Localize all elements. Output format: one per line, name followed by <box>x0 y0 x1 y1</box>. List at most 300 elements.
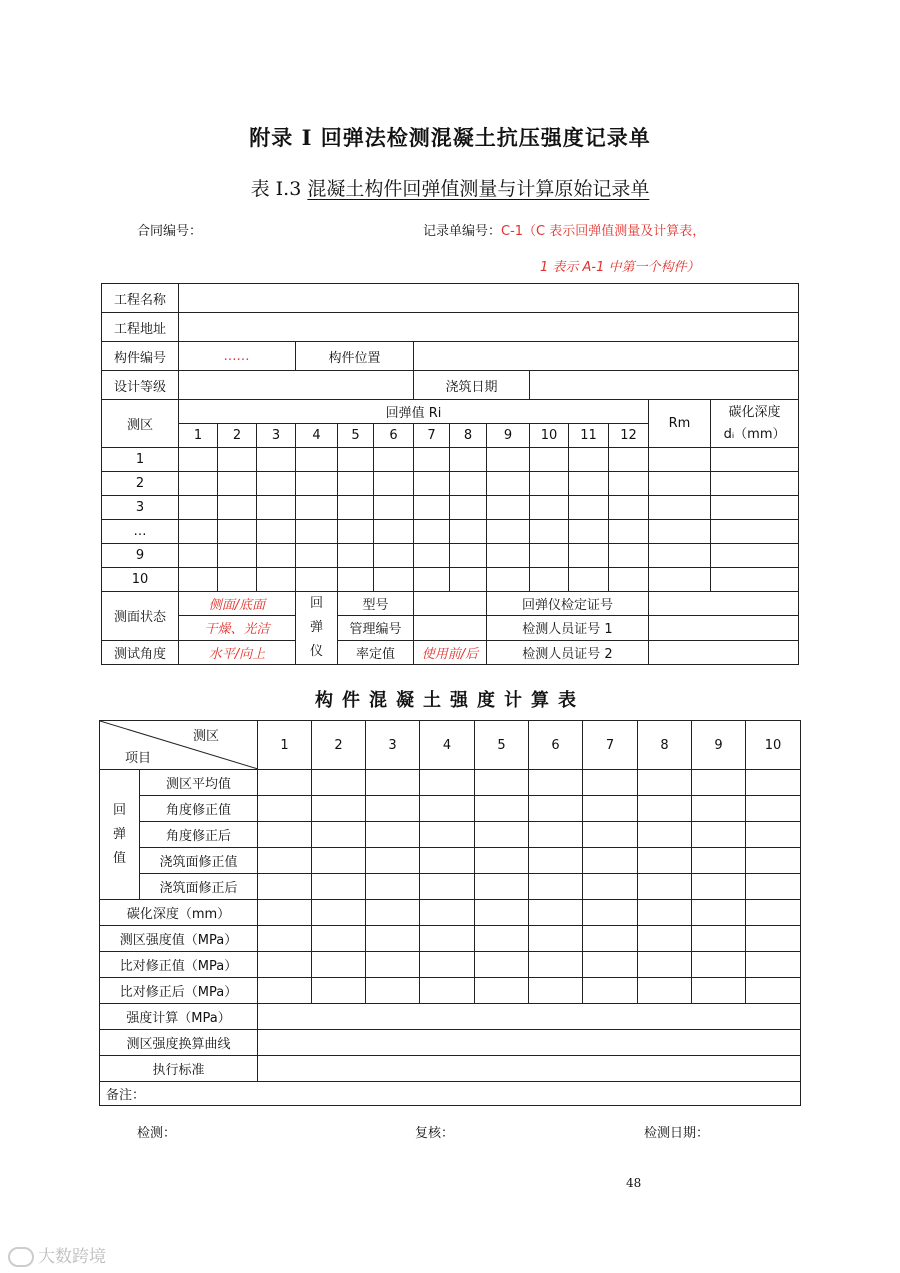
cell[interactable] <box>338 496 374 520</box>
cell[interactable] <box>374 448 414 472</box>
instrument-char: 回 <box>309 596 323 611</box>
cell[interactable] <box>420 874 475 900</box>
cell[interactable] <box>366 978 420 1004</box>
cell[interactable] <box>569 472 609 496</box>
cell[interactable] <box>529 900 583 926</box>
cell[interactable] <box>296 568 338 592</box>
strength-calc-label: 强度计算（MPa） <box>100 1004 258 1030</box>
cell[interactable] <box>746 796 801 822</box>
col-number: 7 <box>414 424 450 448</box>
cell[interactable] <box>366 874 420 900</box>
cell[interactable] <box>312 770 366 796</box>
col-number: 2 <box>218 424 257 448</box>
cell[interactable] <box>530 448 569 472</box>
cell[interactable] <box>258 874 312 900</box>
rebound-char: 弹 <box>112 826 126 842</box>
zone-number: 2 <box>312 721 366 770</box>
cell[interactable] <box>638 770 692 796</box>
cell[interactable] <box>569 544 609 568</box>
cell[interactable] <box>258 900 312 926</box>
cell[interactable] <box>475 770 529 796</box>
cell[interactable] <box>569 496 609 520</box>
record-number-value: C-1（C 表示回弹值测量及计算表， <box>501 224 706 239</box>
cell[interactable] <box>312 796 366 822</box>
cell[interactable] <box>296 448 338 472</box>
rebound-instrument-label <box>296 592 338 665</box>
cell[interactable] <box>529 770 583 796</box>
carbonation-depth-line1: 碳化深度 <box>728 404 781 420</box>
inspector-cert-2-value[interactable] <box>649 640 799 664</box>
project-address-value[interactable] <box>179 313 799 342</box>
member-location-value[interactable] <box>414 342 799 371</box>
project-address-label: 工程地址 <box>102 313 179 342</box>
calc-row <box>100 978 801 1004</box>
zone-number: 7 <box>583 721 638 770</box>
cell[interactable] <box>420 822 475 848</box>
cell[interactable] <box>487 520 530 544</box>
cell[interactable] <box>487 496 530 520</box>
watermark <box>8 1242 106 1267</box>
cell[interactable] <box>218 496 257 520</box>
cell[interactable] <box>692 900 746 926</box>
cell[interactable] <box>746 822 801 848</box>
row-member <box>102 342 799 371</box>
zone-row-label: 3 <box>102 496 179 520</box>
cell[interactable] <box>420 926 475 952</box>
conversion-curve-value[interactable] <box>258 1030 801 1056</box>
cell[interactable] <box>420 796 475 822</box>
cell[interactable] <box>692 770 746 796</box>
zone-number: 4 <box>420 721 475 770</box>
calc-row-label: 比对修正后（MPa） <box>100 978 258 1004</box>
cell[interactable] <box>583 926 638 952</box>
rebound-char: 值 <box>112 850 126 866</box>
cell[interactable] <box>257 520 296 544</box>
cell[interactable] <box>649 544 711 568</box>
strength-calculation-table <box>99 720 801 1106</box>
record-number-note: 1 表示 A-1 中第一个构件） <box>540 260 700 275</box>
calc-row-label: 浇筑面修正值 <box>140 848 258 874</box>
col-number: 5 <box>338 424 374 448</box>
calc-row-label: 碳化深度（mm） <box>100 900 258 926</box>
cell[interactable] <box>638 926 692 952</box>
record-number-label: 记录单编号： <box>423 224 502 239</box>
zone-row <box>102 520 799 544</box>
calc-row-label: 浇筑面修正后 <box>140 874 258 900</box>
cell[interactable] <box>475 848 529 874</box>
inspector-cert-1-label: 检测人员证号 1 <box>487 616 649 640</box>
cell[interactable] <box>420 770 475 796</box>
cell[interactable] <box>366 770 420 796</box>
calibration-value-option[interactable]: 使用前/后 <box>414 640 487 664</box>
pour-date-value[interactable] <box>530 371 799 400</box>
cell[interactable] <box>338 520 374 544</box>
zone-row <box>102 568 799 592</box>
member-no-value[interactable]: …… <box>179 342 296 371</box>
cell[interactable] <box>179 448 218 472</box>
cell[interactable] <box>692 978 746 1004</box>
watermark-logo-icon <box>8 1247 34 1267</box>
cell[interactable] <box>475 978 529 1004</box>
zone-number: 1 <box>258 721 312 770</box>
cell[interactable] <box>609 472 649 496</box>
cell[interactable] <box>583 978 638 1004</box>
cell[interactable] <box>487 544 530 568</box>
inspector-cert-1-value[interactable] <box>649 616 799 640</box>
cell[interactable] <box>312 900 366 926</box>
row-test-angle <box>102 640 799 664</box>
cell[interactable] <box>258 978 312 1004</box>
zone-header: 测区 <box>102 400 179 448</box>
cell[interactable] <box>420 952 475 978</box>
carbonation-depth-line2: dᵢ（mm） <box>723 426 786 442</box>
cell[interactable] <box>179 496 218 520</box>
cell[interactable] <box>638 848 692 874</box>
cell[interactable] <box>530 520 569 544</box>
cell[interactable] <box>312 848 366 874</box>
cell[interactable] <box>258 796 312 822</box>
inspector-cert-2-label: 检测人员证号 2 <box>487 640 649 664</box>
calibration-cert-value[interactable] <box>649 592 799 616</box>
zone-row-label: 1 <box>102 448 179 472</box>
cell[interactable] <box>475 822 529 848</box>
strength-calc-value[interactable] <box>258 1004 801 1030</box>
diagonal-line <box>100 721 258 769</box>
cell[interactable] <box>312 926 366 952</box>
cell[interactable] <box>649 448 711 472</box>
cell[interactable] <box>530 472 569 496</box>
cell[interactable] <box>374 496 414 520</box>
cell[interactable] <box>692 874 746 900</box>
cell[interactable] <box>638 874 692 900</box>
zone-row <box>102 496 799 520</box>
management-no-label: 管理编号 <box>338 616 414 640</box>
calc-row <box>100 796 801 822</box>
cell[interactable] <box>529 874 583 900</box>
cell[interactable] <box>711 568 799 592</box>
rebound-char: 回 <box>112 802 126 818</box>
cell[interactable] <box>366 822 420 848</box>
header-zone-label: 测区 <box>192 729 219 744</box>
zone-number: 8 <box>638 721 692 770</box>
cell[interactable] <box>609 496 649 520</box>
zone-number: 9 <box>692 721 746 770</box>
cell[interactable] <box>746 874 801 900</box>
cell[interactable] <box>649 472 711 496</box>
cell[interactable] <box>296 544 338 568</box>
cell[interactable] <box>609 448 649 472</box>
row-project-address <box>102 313 799 342</box>
cell[interactable] <box>312 822 366 848</box>
cell[interactable] <box>450 496 487 520</box>
calc-row <box>100 874 801 900</box>
cell[interactable] <box>746 952 801 978</box>
cell[interactable] <box>366 952 420 978</box>
zone-row <box>102 544 799 568</box>
cell[interactable] <box>529 848 583 874</box>
cell[interactable] <box>746 900 801 926</box>
cell[interactable] <box>366 848 420 874</box>
project-name-label: 工程名称 <box>102 284 179 313</box>
cell[interactable] <box>366 900 420 926</box>
col-number: 11 <box>569 424 609 448</box>
calc-row-strength <box>100 1004 801 1030</box>
cell[interactable] <box>420 848 475 874</box>
calc-row <box>100 822 801 848</box>
header-item-label: 项目 <box>125 751 152 766</box>
cell[interactable] <box>692 926 746 952</box>
calc-row-remarks <box>100 1082 801 1106</box>
cell[interactable] <box>179 544 218 568</box>
cell[interactable] <box>530 568 569 592</box>
cell[interactable] <box>179 520 218 544</box>
calc-row <box>100 848 801 874</box>
inspector-signature-label: 检测： <box>137 1126 177 1141</box>
cell[interactable] <box>583 900 638 926</box>
rebound-ri-header: 回弹值 Ri <box>179 400 649 424</box>
col-number: 4 <box>296 424 338 448</box>
cell[interactable] <box>583 822 638 848</box>
col-number: 3 <box>257 424 296 448</box>
page-title: 附录 I 回弹法检测混凝土抗压强度记录单 <box>249 125 651 150</box>
subtitle-main: 混凝土构件回弹值测量与计算原始记录单 <box>307 178 650 200</box>
cell[interactable] <box>569 568 609 592</box>
project-name-value[interactable] <box>179 284 799 313</box>
cell[interactable] <box>366 796 420 822</box>
cell[interactable] <box>583 796 638 822</box>
cell[interactable] <box>583 848 638 874</box>
cell[interactable] <box>258 822 312 848</box>
calc-row <box>100 926 801 952</box>
cell[interactable] <box>366 926 420 952</box>
cell[interactable] <box>258 926 312 952</box>
cell[interactable] <box>450 472 487 496</box>
cell[interactable] <box>638 822 692 848</box>
row-surface-state-2 <box>102 616 799 640</box>
cell[interactable] <box>338 448 374 472</box>
cell[interactable] <box>312 874 366 900</box>
cell[interactable] <box>374 568 414 592</box>
cell[interactable] <box>529 926 583 952</box>
cell[interactable] <box>374 472 414 496</box>
cell[interactable] <box>475 874 529 900</box>
calc-header-row <box>100 721 801 770</box>
subtitle-prefix: 表 I.3 <box>250 178 308 200</box>
cell[interactable] <box>338 544 374 568</box>
cell[interactable] <box>711 520 799 544</box>
calibration-value-label: 率定值 <box>338 640 414 664</box>
cell[interactable] <box>218 472 257 496</box>
cell[interactable] <box>649 568 711 592</box>
col-number: 9 <box>487 424 530 448</box>
cell[interactable] <box>692 796 746 822</box>
cell[interactable] <box>746 926 801 952</box>
cell[interactable] <box>711 448 799 472</box>
table-subtitle <box>0 174 900 201</box>
cell[interactable] <box>638 796 692 822</box>
cell[interactable] <box>530 496 569 520</box>
cell[interactable] <box>218 568 257 592</box>
rebound-value-group-label <box>100 770 140 900</box>
zone-number: 10 <box>746 721 801 770</box>
cell[interactable] <box>414 568 450 592</box>
cell[interactable] <box>218 520 257 544</box>
cell[interactable] <box>257 568 296 592</box>
cell[interactable] <box>530 544 569 568</box>
cell[interactable] <box>475 900 529 926</box>
zone-row-label: 2 <box>102 472 179 496</box>
cell[interactable] <box>649 520 711 544</box>
calc-row <box>100 952 801 978</box>
design-grade-label: 设计等级 <box>102 371 179 400</box>
calc-row-curve <box>100 1030 801 1056</box>
rm-header: Rm <box>649 400 711 448</box>
cell[interactable] <box>338 568 374 592</box>
diagonal-header-cell <box>100 721 258 770</box>
col-number: 1 <box>179 424 218 448</box>
zone-number: 6 <box>529 721 583 770</box>
zone-number: 5 <box>475 721 529 770</box>
cell[interactable] <box>475 926 529 952</box>
design-grade-value[interactable] <box>179 371 414 400</box>
member-location-label: 构件位置 <box>296 342 414 371</box>
cell[interactable] <box>711 496 799 520</box>
cell[interactable] <box>529 978 583 1004</box>
cell[interactable] <box>257 544 296 568</box>
standard-value[interactable] <box>258 1056 801 1082</box>
contract-number-label: 合同编号： <box>137 224 203 239</box>
cell[interactable] <box>296 496 338 520</box>
cell[interactable] <box>609 568 649 592</box>
cell[interactable] <box>296 472 338 496</box>
cell[interactable] <box>414 472 450 496</box>
row-design <box>102 371 799 400</box>
cell[interactable] <box>746 848 801 874</box>
cell[interactable] <box>218 448 257 472</box>
cell[interactable] <box>312 952 366 978</box>
cell[interactable] <box>296 520 338 544</box>
cell[interactable] <box>487 448 530 472</box>
cell[interactable] <box>487 568 530 592</box>
remarks-field[interactable]: 备注： <box>100 1082 801 1106</box>
cell[interactable] <box>475 796 529 822</box>
cell[interactable] <box>746 770 801 796</box>
cell[interactable] <box>257 448 296 472</box>
cell[interactable] <box>529 952 583 978</box>
cell[interactable] <box>638 978 692 1004</box>
cell[interactable] <box>450 448 487 472</box>
cell[interactable] <box>583 770 638 796</box>
cell[interactable] <box>692 822 746 848</box>
calc-row-label: 测区平均值 <box>140 770 258 796</box>
inspection-date-label: 检测日期： <box>644 1126 710 1141</box>
cell[interactable] <box>414 448 450 472</box>
zone-row-label: … <box>102 520 179 544</box>
model-value[interactable] <box>414 592 487 616</box>
cell[interactable] <box>257 472 296 496</box>
calculation-table-title: 构件混凝土强度计算表 <box>315 690 585 711</box>
surface-option-2[interactable]: 干燥、光洁 <box>179 616 296 640</box>
cell[interactable] <box>746 978 801 1004</box>
cell[interactable] <box>258 952 312 978</box>
row-project-name <box>102 284 799 313</box>
cell[interactable] <box>711 544 799 568</box>
zone-row <box>102 448 799 472</box>
cell[interactable] <box>179 472 218 496</box>
zone-number: 3 <box>366 721 420 770</box>
cell[interactable] <box>420 900 475 926</box>
cell[interactable] <box>258 848 312 874</box>
cell[interactable] <box>414 496 450 520</box>
cell[interactable] <box>569 520 609 544</box>
cell[interactable] <box>529 822 583 848</box>
cell[interactable] <box>529 796 583 822</box>
cell[interactable] <box>692 952 746 978</box>
zone-row <box>102 472 799 496</box>
surface-state-label: 测面状态 <box>102 592 179 641</box>
page-number: 48 <box>626 1176 642 1190</box>
col-number: 6 <box>374 424 414 448</box>
surface-option-1[interactable]: 侧面/底面 <box>179 592 296 616</box>
cell[interactable] <box>475 952 529 978</box>
cell[interactable] <box>638 900 692 926</box>
cell[interactable] <box>583 874 638 900</box>
management-no-value[interactable] <box>414 616 487 640</box>
col-number: 12 <box>609 424 649 448</box>
calc-row-label: 比对修正值（MPa） <box>100 952 258 978</box>
cell[interactable] <box>609 544 649 568</box>
cell[interactable] <box>338 472 374 496</box>
cell[interactable] <box>179 568 218 592</box>
cell[interactable] <box>420 978 475 1004</box>
cell[interactable] <box>569 448 609 472</box>
model-label: 型号 <box>338 592 414 616</box>
row-surface-state <box>102 592 799 616</box>
calc-row <box>100 900 801 926</box>
pour-date-label: 浇筑日期 <box>414 371 530 400</box>
cell[interactable] <box>374 520 414 544</box>
cell[interactable] <box>312 978 366 1004</box>
watermark-text: 大数跨境 <box>38 1247 106 1267</box>
cell[interactable] <box>609 520 649 544</box>
calc-row-label: 角度修正值 <box>140 796 258 822</box>
cell[interactable] <box>414 544 450 568</box>
instrument-char: 仪 <box>309 644 323 659</box>
cell[interactable] <box>692 848 746 874</box>
member-no-label: 构件编号 <box>102 342 179 371</box>
test-angle-option[interactable]: 水平/向上 <box>179 640 296 664</box>
cell[interactable] <box>711 472 799 496</box>
cell[interactable] <box>487 472 530 496</box>
col-number: 8 <box>450 424 487 448</box>
cell[interactable] <box>258 770 312 796</box>
calc-row-label: 角度修正后 <box>140 822 258 848</box>
cell[interactable] <box>649 496 711 520</box>
cell[interactable] <box>450 544 487 568</box>
calc-row <box>100 770 801 796</box>
cell[interactable] <box>414 520 450 544</box>
calc-row-label: 测区强度值（MPa） <box>100 926 258 952</box>
cell[interactable] <box>257 496 296 520</box>
instrument-char: 弹 <box>309 620 323 635</box>
cell[interactable] <box>583 952 638 978</box>
cell[interactable] <box>450 568 487 592</box>
reviewer-signature-label: 复核： <box>415 1126 455 1141</box>
cell[interactable] <box>218 544 257 568</box>
cell[interactable] <box>450 520 487 544</box>
cell[interactable] <box>638 952 692 978</box>
cell[interactable] <box>374 544 414 568</box>
